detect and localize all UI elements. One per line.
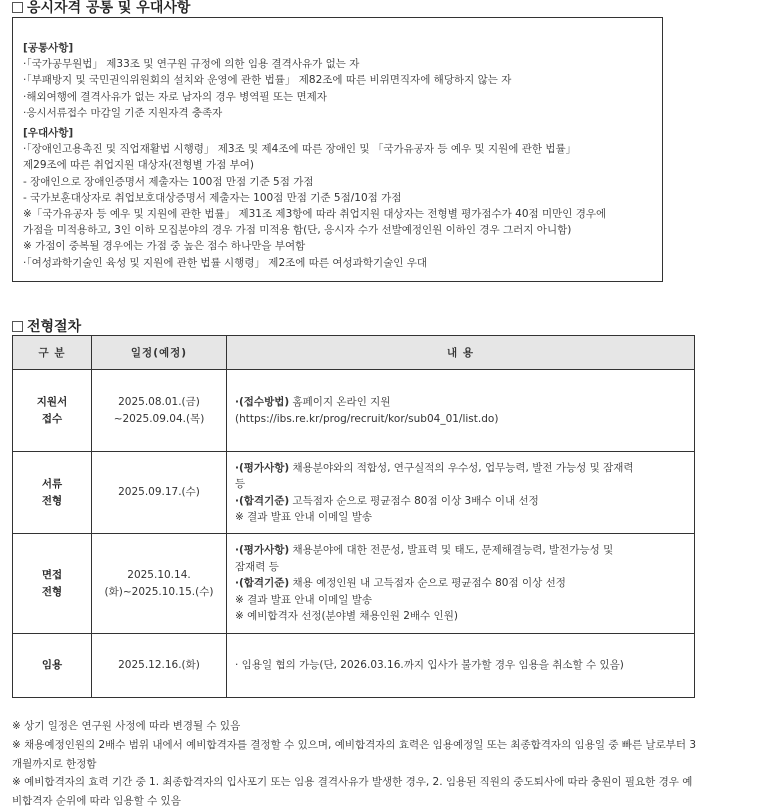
- header-category: 구 분: [13, 336, 92, 370]
- common-item: ·해외여행에 결격사유가 없는 자로 남자의 경우 병역필 또는 면제자: [23, 90, 327, 103]
- preference-item: ·「장애인고용촉진 및 직업재활법 시행령」 제3조 및 제4조에 따른 장애인 및 「국가유공자 등 예우 및 지원에 관한 법률」: [23, 143, 577, 156]
- category-line: 서류: [41, 477, 63, 490]
- section-title-eligibility: [12, 0, 190, 17]
- notes: [12, 717, 762, 810]
- note-line: ※ 상기 일정은 연구원 사정에 따라 변경될 수 있음: [12, 720, 241, 732]
- row-content: [227, 370, 695, 452]
- eligibility-box: [12, 17, 663, 282]
- preference-item: - 국가보훈대상자로 취업보호대상증명서 제출자는 100점 만점 기준 5점/10점 가점: [23, 191, 402, 204]
- procedure-table: [12, 335, 695, 698]
- note-line: 개월까지로 한정함: [12, 758, 97, 770]
- content-line: ·(접수방법) 홈페이지 온라인 지원: [235, 396, 391, 408]
- note-line: ※ 예비합격자의 효력 기간 중 1. 최종합격자의 입사포기 또는 임용 결격사유가 발생한 경우, 2. 임용된 직원의 중도퇴사에 따라 충원이 필요한 경우 예: [12, 776, 693, 788]
- schedule-line: 2025.12.16.(화): [118, 659, 200, 671]
- row-content: [227, 634, 695, 698]
- schedule-line: 2025.08.01.(금): [118, 395, 200, 408]
- content-line: · 임용일 협의 가능(단, 2026.03.16.까지 입사가 불가할 경우 임용을 취소할 수 있음): [235, 659, 624, 672]
- row-category: [13, 370, 92, 452]
- section-title-text: 응시자격 공통 및 우대사항: [27, 0, 191, 16]
- content-line: (https://ibs.re.kr/prog/recruit/kor/sub04_01/list.do): [235, 412, 499, 425]
- table-header-row: [13, 336, 695, 370]
- content-line: ※ 결과 발표 안내 이메일 발송: [235, 593, 373, 606]
- schedule-line: 2025.09.17.(수): [118, 486, 200, 498]
- content-line: ※ 예비합격자 선정(분야별 채용인원 2배수 인원): [235, 610, 458, 623]
- row-schedule: [92, 634, 227, 698]
- section-title-text: 전형절차: [27, 319, 82, 335]
- category-line: 면접: [41, 568, 63, 581]
- row-content: [227, 534, 695, 634]
- preference-item: ·「여성과학기술인 육성 및 지원에 관한 법률 시행령」 제2조에 따른 여성과학기술인 우대: [23, 256, 428, 269]
- table-row: [13, 634, 695, 698]
- note-line: ※ 채용예정인원의 2배수 범위 내에서 예비합격자를 결정할 수 있으며, 예비합격자의 효력은 임용예정일 또는 최종합격자의 임용일 중 빠른 날로부터 3: [12, 739, 697, 751]
- note-line: 비합격자 순위에 따라 임용할 수 있음: [12, 795, 181, 807]
- table-row: [13, 370, 695, 452]
- preference-heading: [우대사항]: [23, 127, 74, 140]
- schedule-line: (화)~2025.10.15.(수): [104, 585, 214, 598]
- preference-item: - 장애인으로 장애인증명서 제출자는 100점 만점 기준 5점 가점: [23, 175, 314, 188]
- header-schedule: 일정(예정): [92, 336, 227, 370]
- common-heading: [공통사항]: [23, 42, 74, 54]
- preference-item: ※「국가유공자 등 예우 및 지원에 관한 법률」 제31조 제3항에 따라 취업지원 대상자는 전형별 평가점수가 40점 미만인 경우에: [23, 208, 607, 221]
- schedule-line: 2025.10.14.: [127, 568, 191, 581]
- common-item: ·「국가공무원법」 제33조 및 연구원 규정에 의한 임용 결격사유가 없는 자: [23, 58, 360, 71]
- content-line: ·(합격기준) 고득점자 순으로 평균점수 80점 이상 3배수 이내 선정: [235, 494, 539, 507]
- preference-item: 가점을 미적용하고, 3인 이하 모집분야의 경우 가점 미적용 함(단, 응시자 수가 선발예정인원 이하인 경우 그러지 아니함): [23, 224, 572, 237]
- content-line: ·(평가사항) 채용분야와의 적합성, 연구실적의 우수성, 업무능력, 발전 가능성 및 잠재력: [235, 461, 634, 474]
- category-line: 지원서: [36, 395, 68, 408]
- common-item: ·응시서류접수 마감일 기준 지원자격 충족자: [23, 106, 223, 119]
- category-line: 전형: [41, 494, 63, 507]
- category-line: 접수: [41, 412, 63, 425]
- schedule-line: ~2025.09.04.(목): [113, 412, 205, 425]
- table-row: [13, 534, 695, 634]
- content-line: ·(평가사항) 채용분야에 대한 전문성, 발표력 및 태도, 문제해결능력, 발전가능성 및: [235, 544, 614, 557]
- header-content: 내 용: [227, 336, 695, 370]
- table-row: [13, 452, 695, 534]
- common-item: ·「부패방지 및 국민권익위원회의 설치와 운영에 관한 법률」 제82조에 따른 비위면직자에 해당하지 않는 자: [23, 74, 512, 87]
- content-line: ※ 결과 발표 안내 이메일 발송: [235, 511, 373, 523]
- row-schedule: [92, 534, 227, 634]
- row-category: [13, 634, 92, 698]
- content-line: 잠재력 등: [235, 560, 279, 573]
- preference-item: 제29조에 따른 취업지원 대상자(전형별 가점 부여): [23, 159, 254, 172]
- category-line: 임용: [41, 659, 63, 671]
- row-schedule: [92, 370, 227, 452]
- row-category: [13, 452, 92, 534]
- checkbox-icon: [12, 2, 23, 13]
- preference-item: ※ 가점이 중복될 경우에는 가점 중 높은 점수 하나만을 부여함: [23, 240, 306, 253]
- row-category: [13, 534, 92, 634]
- section-title-procedure: [12, 316, 81, 336]
- content-line: 등: [235, 478, 246, 490]
- checkbox-icon: [12, 321, 23, 332]
- content-line: ·(합격기준) 채용 예정인원 내 고득점자 순으로 평균점수 80점 이상 선정: [235, 577, 566, 590]
- category-line: 전형: [41, 585, 63, 598]
- row-content: [227, 452, 695, 534]
- row-schedule: [92, 452, 227, 534]
